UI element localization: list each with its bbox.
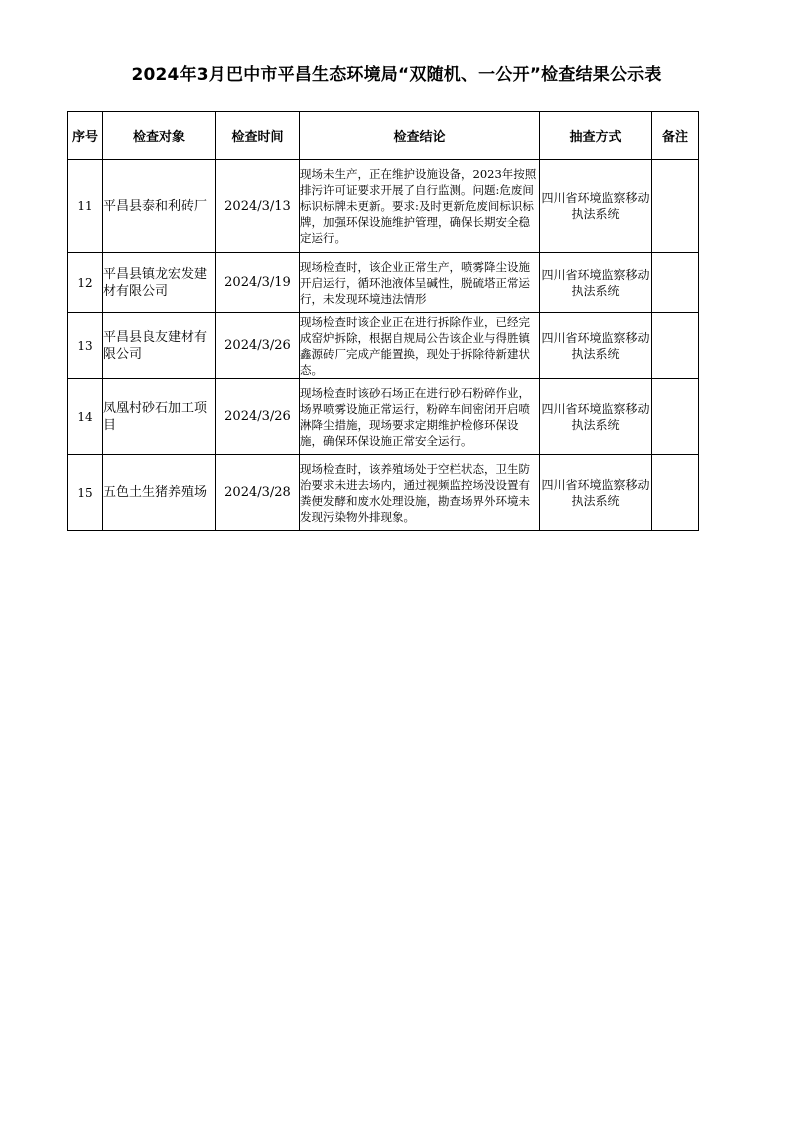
row-method: 四川省环境监察移动执法系统: [540, 379, 652, 455]
header-target: 检查对象: [103, 112, 216, 160]
row-remark: [652, 160, 699, 253]
row-date: 2024/3/13: [216, 160, 300, 253]
row-index: 14: [68, 379, 103, 455]
row-date: 2024/3/26: [216, 313, 300, 379]
row-remark: [652, 253, 699, 313]
table-row: [68, 160, 699, 253]
row-conclusion-text: 现场检查时该企业正在进行拆除作业，已经完成窑炉拆除，根据自规局公告该企业与得胜镇鑫源砖厂完成产能置换，现处于拆除待新建状态。: [300, 314, 530, 377]
row-date: 2024/3/19: [216, 253, 300, 313]
row-method: 四川省环境监察移动执法系统: [540, 160, 652, 253]
row-remark: [652, 455, 699, 531]
row-target: 平昌县泰和利砖厂: [103, 160, 216, 253]
row-conclusion: [300, 253, 540, 313]
row-conclusion: [300, 313, 540, 379]
header-method: 抽查方式: [540, 112, 652, 160]
table-row: [68, 253, 699, 313]
row-date: 2024/3/26: [216, 379, 300, 455]
row-conclusion-text: 现场检查时，该企业正常生产，喷雾降尘设施开启运行，循环池液体呈碱性，脱硫塔正常运行，未发现环境违法情形: [300, 259, 530, 306]
header-remark: 备注: [652, 112, 699, 160]
row-conclusion: [300, 455, 540, 531]
row-date: 2024/3/28: [216, 455, 300, 531]
row-target: 平昌县良友建材有限公司: [103, 313, 216, 379]
row-target: 五色土生猪养殖场: [103, 455, 216, 531]
header-date: 检查时间: [216, 112, 300, 160]
row-index: 15: [68, 455, 103, 531]
table-row: [68, 313, 699, 379]
inspection-result-table: [67, 111, 699, 531]
row-conclusion-text: 现场检查时，该养殖场处于空栏状态，卫生防治要求未进去场内，通过视频监控场没设置有粪便发酵和废水处理设施，勘查场界外环境未发现污染物外排现象。: [300, 461, 530, 524]
row-target: 平昌县镇龙宏发建材有限公司: [103, 253, 216, 313]
row-remark: [652, 313, 699, 379]
row-conclusion: [300, 160, 540, 253]
row-method: 四川省环境监察移动执法系统: [540, 455, 652, 531]
row-index: 12: [68, 253, 103, 313]
row-method: 四川省环境监察移动执法系统: [540, 253, 652, 313]
row-method: 四川省环境监察移动执法系统: [540, 313, 652, 379]
row-conclusion-text: 现场未生产，正在维护设施设备，2023年按照排污许可证要求开展了自行监测。问题:危废间标识标牌未更新。要求:及时更新危废间标识标牌，加强环保设施维护管理，确保长期安全稳定运行。: [300, 167, 537, 245]
row-conclusion: [300, 379, 540, 455]
page-title: 2024年3月巴中市平昌生态环境局“双随机、一公开”检查结果公示表: [131, 65, 662, 85]
header-conclusion: 检查结论: [300, 112, 540, 160]
row-index: 11: [68, 160, 103, 253]
table-row: [68, 455, 699, 531]
row-index: 13: [68, 313, 103, 379]
header-index: 序号: [68, 112, 103, 160]
table-header-row: [68, 112, 699, 160]
table-row: [68, 379, 699, 455]
row-remark: [652, 379, 699, 455]
row-target: 凤凰村砂石加工项目: [103, 379, 216, 455]
row-conclusion-text: 现场检查时该砂石场正在进行砂石粉碎作业，场界喷雾设施正常运行，粉碎车间密闭开启喷淋降尘措施，现场要求定期维护检修环保设施，确保环保设施正常安全运行。: [300, 385, 530, 448]
